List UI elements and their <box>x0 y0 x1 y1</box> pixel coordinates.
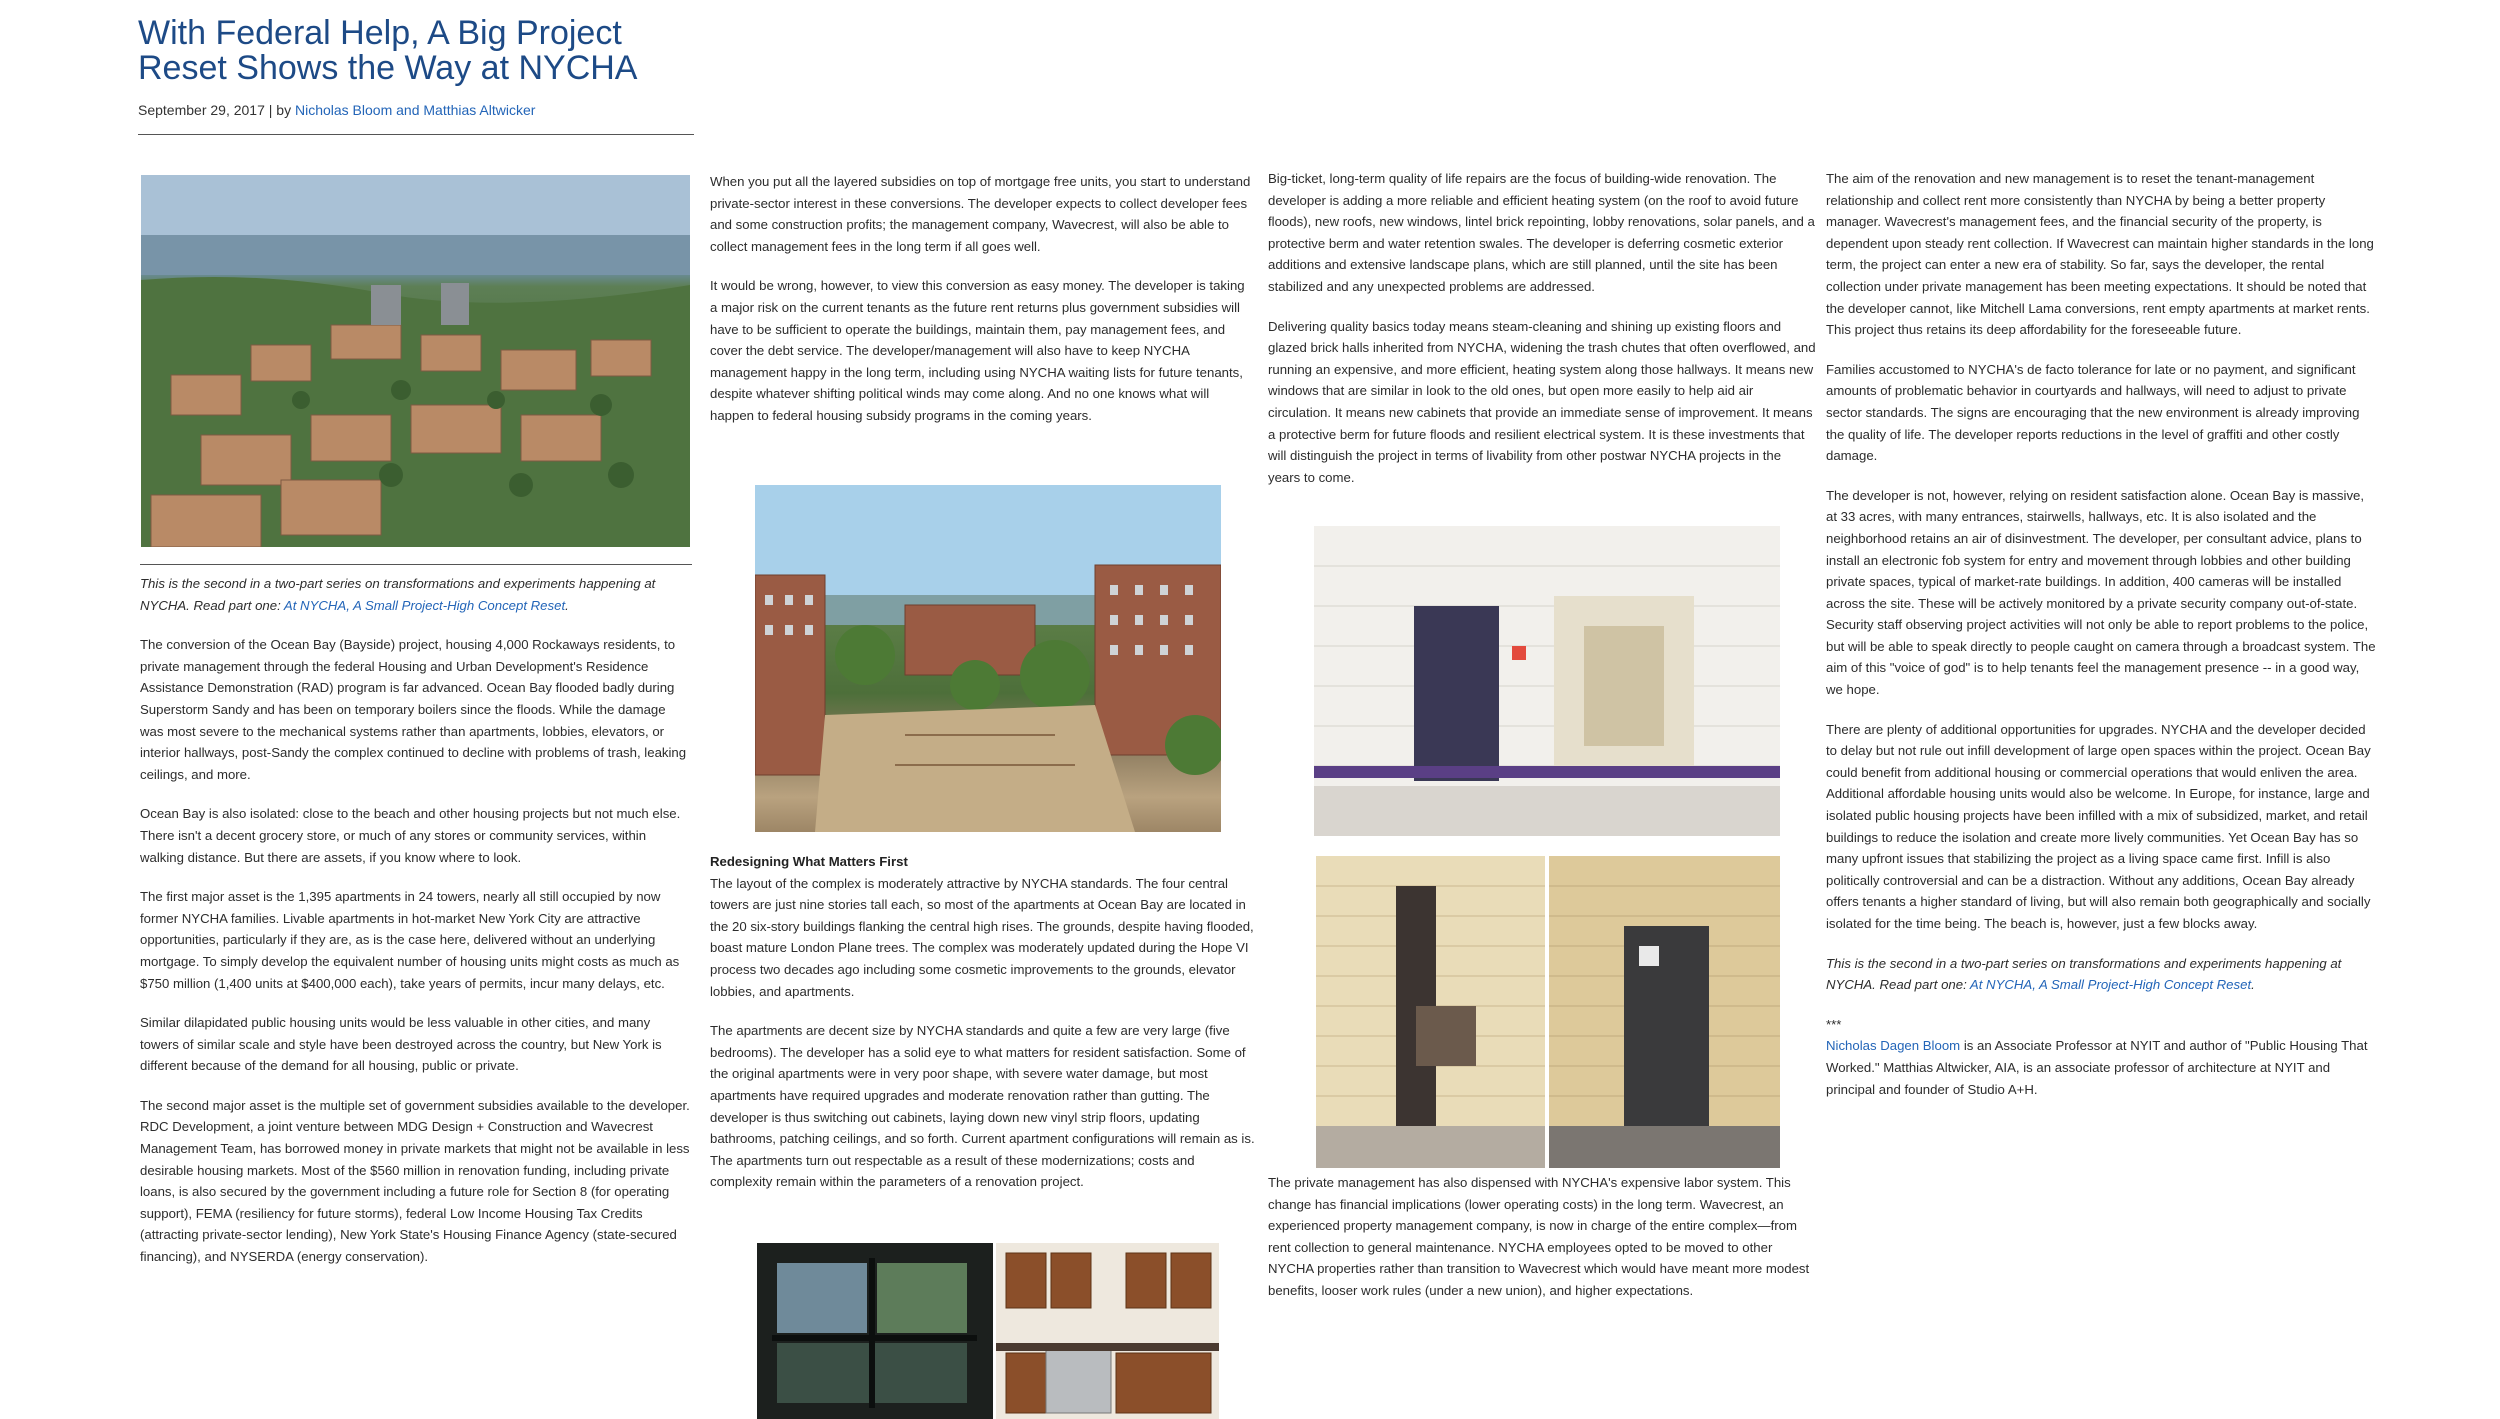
part-one-link[interactable]: At NYCHA, A Small Project-High Concept Reset <box>283 597 566 613</box>
author-bio <box>1826 1035 2376 1100</box>
column-3 <box>1268 168 1816 506</box>
closing-series-note <box>1826 953 2376 996</box>
aerial-photo <box>141 175 690 547</box>
series-note-period: . <box>565 597 569 613</box>
paragraph: The layout of the complex is moderately attractive by NYCHA standards. The four central towers are just nine stories tall each, so most of the apartments at Ocean Bay are located in the 20 six-story buildings flanking the central high rises. The grounds, despite having flooded, boast mature London Plane trees. The complex was moderately updated during the Hope VI process two decades ago including some cosmetic improvements to the grounds, elevator lobbies, and apartments. <box>710 875 1254 999</box>
column-1 <box>140 573 690 1286</box>
column-3-lower <box>1268 1172 1816 1320</box>
paragraph: The apartments are decent size by NYCHA standards and quite a few are very large (five bedrooms). The developer has a solid eye to what matters for resident satisfaction. Some of the original apartments were in very poor shape, with severe water damage, but most apartments have required upgrades and moderate renovation rather than gutting. The developer is thus switching out cabinets, laying down new vinyl strip floors, updating bathrooms, patching ceilings, and so forth. Current apartment configurations will remain as is. The apartments turn out respectable as a result of these modernizations; costs and complexity remain within the parameters of a renovation project. <box>710 1023 1255 1190</box>
paragraph: Delivering quality basics today means steam-cleaning and shining up existing floors and glazed brick halls inherited from NYCHA, widening the trash chutes that often overflowed, and running an expensive, and more efficient, heating system along those hallways. It means new windows that are similar in look to the old ones, but open more easily to help aid air circulation. It means new cabinets that provide an immediate sense of improvement. It means a protective berm for future floods and resilient electrical system. It is these investments that will distinguish the project in terms of livability from other postwar NYCHA projects in the years to come. <box>1268 318 1816 485</box>
paragraph: The first major asset is the 1,395 apartments in 24 towers, nearly all still occupied by now former NYCHA families. Livable apartments in hot-market New York City are attractive opportunities, particularly if they are, as is the case here, delivered without an underlying mortgage. To simply develop the equivalent number of housing units might costs as much as $750 million (1,400 units at $400,000 each), take years of permits, incur many delays, etc. <box>140 889 680 991</box>
column-2 <box>710 171 1255 445</box>
bio-author-link[interactable]: Nicholas Dagen Bloom <box>1826 1038 1961 1054</box>
paragraph: The conversion of the Ocean Bay (Bayside) project, housing 4,000 Rockaways residents, to private management through the federal Housing and Urban Development's Residence Assistance Demonstration (RAD) program is far advanced. Ocean Bay flooded badly during Superstorm Sandy and has been on temporary boilers since the floods. While the damage was most severe to the mechanical systems rather than apartments, lobbies, elevators, or interior hallways, post-Sandy the complex continued to decline with problems of trash, leaking ceilings, and more. <box>140 637 687 782</box>
paragraph: Similar dilapidated public housing units would be less valuable in other cities, and many towers of similar scale and style have been destroyed across the country, but New York is different because of the demand for all housing, public or private. <box>140 1015 662 1074</box>
bio-text: is an Associate Professor at NYIT and author of "Public Housing That Worked." Matthias Altwicker, AIA, is an associate professor of architecture at NYIT and principal and founder of Studio A+H. <box>1826 1038 2368 1097</box>
paragraph: The private management has also dispensed with NYCHA's expensive labor system. This change has financial implications (lower operating costs) in the long term. Wavecrest, an experienced property management company, is now in charge of the entire complex—from rent collection to general maintenance. NYCHA employees opted to be moved to other NYCHA properties rather than transition to Wavecrest which would have meant more modest benefits, looser work rules (under a new union), and higher expectations. <box>1268 1175 1810 1298</box>
closing-note-text: This is the second in a two-part series on transformations and experiments happening at NYCHA. Read part one: <box>1826 955 2342 993</box>
article-title: With Federal Help, A Big Project Reset Shows the Way at NYCHA <box>138 14 638 87</box>
byline <box>138 102 535 118</box>
byline-separator: | by <box>264 102 295 118</box>
paragraph: It would be wrong, however, to view this conversion as easy money. The developer is taking a major risk on the current tenants as the future rent returns plus government subsidies will have to be sufficient to operate the buildings, maintain them, pay management fees, and cover the debt service. The developer/management will also have to keep NYCHA management happy in the long term, including using NYCHA waiting lists for future tenants, despite whatever shifting political winds may come along. And no one knows what will happen to federal housing subsidy programs in the coming years. <box>710 278 1245 423</box>
article-date: September 29, 2017 <box>138 102 265 118</box>
paragraph: Families accustomed to NYCHA's de facto tolerance for late or no payment, and significant amounts of problematic behavior in courtyards and hallways, will need to adjust to private sector standards. The signs are encouraging that the new environment is already improving the quality of life. The developer reports reductions in the level of graffiti and other costly damage. <box>1826 361 2360 464</box>
door-photo-right <box>1549 856 1780 1168</box>
door-photo-left <box>1316 856 1545 1168</box>
paragraph: Ocean Bay is also isolated: close to the beach and other housing projects but not much else. There isn't a decent grocery store, or much of any stores or community services, within walking distance. But there are assets, if you know where to look. <box>140 806 681 865</box>
header-divider <box>138 134 694 135</box>
separator-stars: *** <box>1826 1016 1842 1032</box>
courtyard-photo <box>755 485 1221 832</box>
paragraph: Big-ticket, long-term quality of life repairs are the focus of building-wide renovation. The developer is adding a more reliable and efficient heating system (on the roof to avoid future floods), new roofs, new windows, lintel brick repointing, lobby renovations, solar panels, and a protective berm and water retention swales. The developer is deferring cosmetic exterior additions and extensive landscape plans, which are still planned, until the site has been stabilized and any unexpected problems are addressed. <box>1268 171 1815 294</box>
paragraph: When you put all the layered subsidies on top of mortgage free units, you start to understand private-sector interest in these conversions. The developer expects to collect developer fees and some construction profits; the management company, Wavecrest, will also be able to collect management fees in the long term if all goes well. <box>710 174 1251 254</box>
closing-part-one-link[interactable]: At NYCHA, A Small Project-High Concept Reset <box>1969 977 2252 993</box>
series-note <box>140 573 690 616</box>
paragraph: There are plenty of additional opportunities for upgrades. NYCHA and the developer decided to delay but not rule out infill development of large open spaces within the project. Ocean Bay could benefit from additional housing or commercial operations that would enliven the area. Additional affordable housing units would also be welcome. In Europe, for instance, large and isolated public housing projects have been infilled with a mix of subsidized, market, and retail buildings to reduce the isolation and create more lively communities. Yet Ocean Bay has so many upfront issues that stabilizing the project as a living space came first. Infill is also politically controversial and can be a distraction. Without any additions, Ocean Bay already offers tenants a higher standard of living, but will also remain both geographically and socially isolated for the time being. The beach is, however, just a few blocks away. <box>1826 721 2371 931</box>
paragraph: The aim of the renovation and new management is to reset the tenant-management relationship and collect rent more consistently than NYCHA by being a better property manager. Wavecrest's management fees, and the financial security of the property, is dependent upon steady rent collection. If Wavecrest can maintain higher standards in the long term, the project can enter a new era of stability. So far, says the developer, the rental collection under private management has been meeting expectations. It should be noted that the developer cannot, like Mitchell Lama conversions, rent empty apartments at market rents. This project thus retains its deep affordability for the foreseeable future. <box>1826 171 2374 338</box>
kitchen-photo <box>996 1243 1219 1419</box>
paragraph: The developer is not, however, relying on resident satisfaction alone. Ocean Bay is massive, at 33 acres, with many entrances, stairwells, hallways, etc. It is also isolated and the neighborhood retains an air of disinvestment. The developer, per consultant advice, plans to install an electronic fob system for entry and movement through lobbies and other building private spaces, typical of market-rate buildings. In addition, 400 cameras will be installed across the site. These will be actively monitored by a private security company out-of-state. Security staff observing project activities will not only be able to report problems to the police, but will be able to speak directly to people caught on camera through a broadcast system. The aim of this "voice of god" is to help tenants feel the management presence -- in a good way, we hope. <box>1826 487 2376 698</box>
hallway-photo <box>1314 526 1780 836</box>
column-2-lower <box>710 851 1255 1211</box>
closing-note-period: . <box>2251 977 2255 993</box>
series-note-text: This is the second in a two-part series on transformations and experiments happening at NYCHA. Read part one: <box>140 576 656 613</box>
caption-divider <box>140 564 692 565</box>
column-4 <box>1826 168 2376 1118</box>
author-link[interactable]: Nicholas Bloom and Matthias Altwicker <box>294 102 536 118</box>
paragraph: The second major asset is the multiple set of government subsidies available to the developer. RDC Development, a joint venture between MDG Design + Construction and Wavecrest Management Team, has borrowed money in private markets that might not be available in less desirable housing markets. Most of the $560 million in renovation funding, including private loans, is also secured by the government including a future role for Section 8 (for operating support), FEMA (resiliency for future storms), federal Low Income Housing Tax Credits (attracting private-sector lending), New York State's Housing Finance Agency (state-secured financing), and NYSERDA (energy conservation). <box>140 1097 690 1265</box>
section-heading: Redesigning What Matters First <box>710 854 908 869</box>
window-photo <box>757 1243 993 1419</box>
